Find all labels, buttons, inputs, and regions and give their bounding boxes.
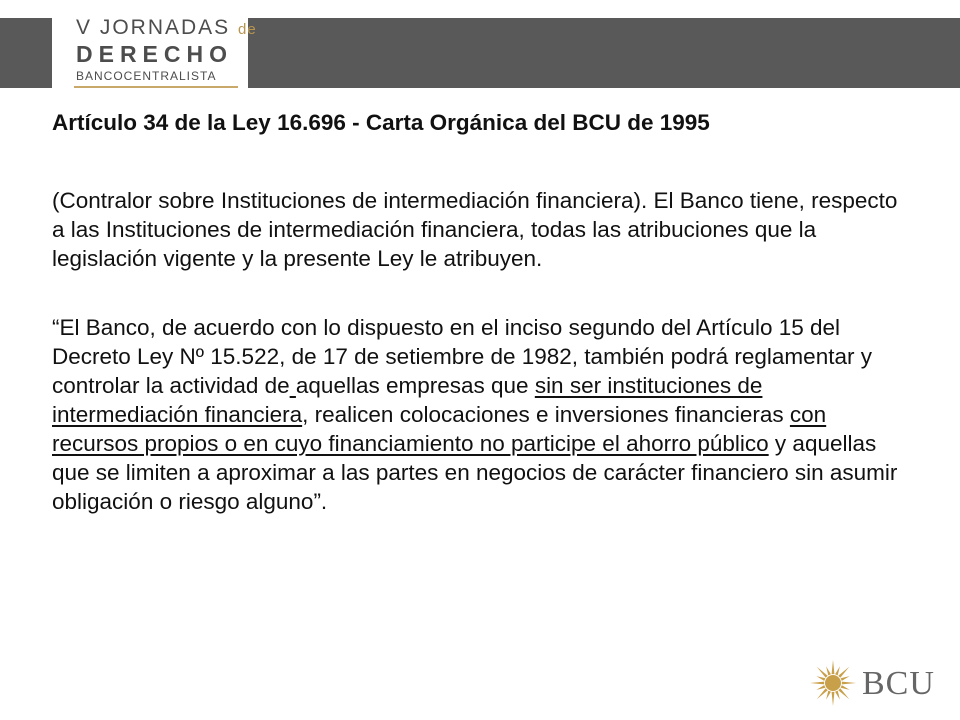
paragraph-contralor: (Contralor sobre Instituciones de intermediación financiera). El Banco tiene, respecto a las Instituciones de intermediación financiera, todas las atribuciones que la legislación vigente y la presente Ley le atribuyen. [52,188,898,271]
sun-ray [838,688,849,699]
sun-ray [810,682,824,685]
sun-ray [826,691,831,700]
logo-title-line: V JORNADAS de [76,16,257,39]
sun-ray [826,666,831,675]
header-bar-left [0,18,52,88]
bcu-wordmark: BCU [862,665,935,702]
sun-ray [832,660,835,674]
sun-ray [841,685,850,690]
sun-icon [808,658,858,708]
jornadas-logo [62,8,257,92]
logo-gold-rule [74,86,238,88]
logo-derecho: DERECHO [76,41,234,67]
bcu-logo [808,658,948,710]
sun-ray [832,692,835,706]
sun-ray [817,667,828,678]
sun-ray [842,682,856,685]
sun-ray [816,685,825,690]
underlined-phrase-sin-ser: sin ser instituciones de intermediación financiera [52,373,763,427]
sun-ray [817,688,828,699]
paragraph-quote: “El Banco, de acuerdo con lo dispuesto en el inciso segundo del Artículo 15 del Decreto Ley Nº 15.522, de 17 de setiembre de 1982, también podrá reglamentar y controlar la actividad de aquellas empresas que sin ser instituciones de intermediación financiera, realicen colocaciones e inversiones financieras con recursos propios o en cuyo financiamiento no participe el ahorro público y aquellas que se limiten a aproximar a las partes en negocios de carácter financiero sin asumir obligación o riesgo alguno”. [52,315,898,514]
slide-title: Artículo 34 de la Ley 16.696 - Carta Orgánica del BCU de 1995 [52,110,710,135]
sun-ray [835,666,840,675]
sun-ray [841,676,850,681]
header-bar-right [248,18,960,88]
logo-bancocentralista: BANCOCENTRALISTA [76,69,217,83]
sun-ray [816,676,825,681]
logo-de: de [238,21,257,38]
slide-content [52,108,902,516]
sun-ray [835,691,840,700]
sun-ray [838,667,849,678]
underlined-phrase-recursos: con recursos propios o en cuyo financiamiento no participe el ahorro público [52,402,827,456]
